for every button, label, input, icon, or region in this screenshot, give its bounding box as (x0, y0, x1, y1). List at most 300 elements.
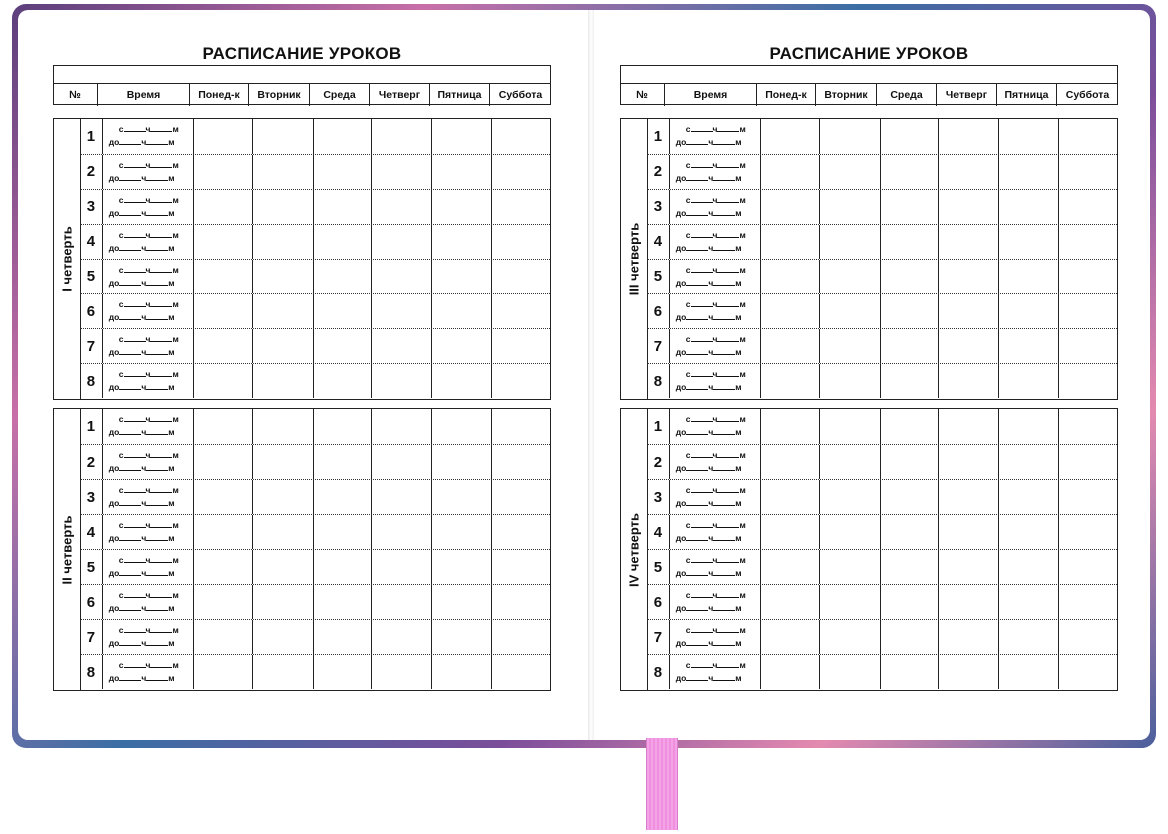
hours-blank[interactable] (119, 206, 141, 216)
hours-blank[interactable] (119, 531, 141, 541)
lesson-cell[interactable] (252, 225, 312, 259)
time-to[interactable] (676, 345, 756, 357)
minutes-blank[interactable] (146, 496, 168, 506)
lesson-cell[interactable] (313, 445, 371, 479)
minutes-blank[interactable] (146, 135, 168, 145)
time-to[interactable] (109, 380, 189, 392)
lesson-cell[interactable] (1058, 550, 1117, 584)
lesson-cell[interactable] (819, 260, 879, 294)
lesson-cell[interactable] (193, 364, 252, 398)
time-to[interactable] (676, 461, 756, 473)
lesson-cell[interactable] (998, 225, 1057, 259)
hours-blank[interactable] (119, 671, 141, 681)
minutes-blank[interactable] (717, 193, 739, 203)
lesson-cell[interactable] (193, 480, 252, 514)
time-from[interactable] (676, 658, 756, 670)
lesson-cell[interactable] (760, 260, 819, 294)
time-from[interactable] (109, 448, 189, 460)
time-from[interactable] (676, 193, 756, 205)
hours-blank[interactable] (686, 636, 708, 646)
hours-blank[interactable] (124, 263, 146, 273)
lesson-cell[interactable] (431, 225, 490, 259)
lesson-cell[interactable] (193, 585, 252, 619)
minutes-blank[interactable] (717, 658, 739, 668)
lesson-cell[interactable] (431, 585, 490, 619)
lesson-time[interactable] (669, 585, 760, 619)
time-from[interactable] (109, 623, 189, 635)
hours-blank[interactable] (686, 601, 708, 611)
time-from[interactable] (676, 553, 756, 565)
lesson-cell[interactable] (998, 294, 1057, 328)
lesson-cell[interactable] (193, 329, 252, 363)
time-to[interactable] (109, 135, 189, 147)
lesson-cell[interactable] (313, 409, 371, 444)
minutes-blank[interactable] (150, 483, 172, 493)
hours-blank[interactable] (119, 380, 141, 390)
minutes-blank[interactable] (146, 206, 168, 216)
lesson-cell[interactable] (371, 585, 431, 619)
lesson-cell[interactable] (938, 620, 998, 654)
lesson-cell[interactable] (880, 409, 938, 444)
lesson-cell[interactable] (819, 409, 879, 444)
time-to[interactable] (676, 636, 756, 648)
minutes-blank[interactable] (717, 483, 739, 493)
time-from[interactable] (109, 158, 189, 170)
time-from[interactable] (109, 297, 189, 309)
hours-blank[interactable] (124, 448, 146, 458)
lesson-time[interactable] (102, 260, 193, 294)
lesson-time[interactable] (669, 550, 760, 584)
hours-blank[interactable] (686, 171, 708, 181)
time-to[interactable] (109, 171, 189, 183)
lesson-cell[interactable] (1058, 515, 1117, 549)
lesson-cell[interactable] (252, 294, 312, 328)
lesson-cell[interactable] (431, 190, 490, 224)
minutes-blank[interactable] (713, 636, 735, 646)
minutes-blank[interactable] (146, 241, 168, 251)
lesson-cell[interactable] (760, 585, 819, 619)
hours-blank[interactable] (691, 483, 713, 493)
lesson-cell[interactable] (938, 409, 998, 444)
hours-blank[interactable] (691, 658, 713, 668)
minutes-blank[interactable] (713, 206, 735, 216)
minutes-blank[interactable] (146, 531, 168, 541)
lesson-time[interactable] (669, 409, 760, 444)
minutes-blank[interactable] (713, 601, 735, 611)
hours-blank[interactable] (691, 297, 713, 307)
time-from[interactable] (109, 228, 189, 240)
lesson-cell[interactable] (998, 655, 1057, 689)
lesson-cell[interactable] (819, 225, 879, 259)
hours-blank[interactable] (124, 297, 146, 307)
lesson-cell[interactable] (313, 294, 371, 328)
minutes-blank[interactable] (717, 518, 739, 528)
time-from[interactable] (676, 263, 756, 275)
time-from[interactable] (676, 623, 756, 635)
time-to[interactable] (676, 671, 756, 683)
lesson-cell[interactable] (938, 585, 998, 619)
lesson-time[interactable] (102, 364, 193, 398)
lesson-cell[interactable] (880, 119, 938, 154)
minutes-blank[interactable] (713, 171, 735, 181)
lesson-cell[interactable] (819, 445, 879, 479)
time-from[interactable] (676, 448, 756, 460)
minutes-blank[interactable] (150, 332, 172, 342)
lesson-cell[interactable] (252, 585, 312, 619)
lesson-cell[interactable] (880, 620, 938, 654)
minutes-blank[interactable] (146, 276, 168, 286)
minutes-blank[interactable] (717, 553, 739, 563)
lesson-time[interactable] (669, 620, 760, 654)
lesson-time[interactable] (102, 655, 193, 689)
lesson-cell[interactable] (491, 155, 550, 189)
hours-blank[interactable] (691, 518, 713, 528)
time-to[interactable] (676, 496, 756, 508)
time-from[interactable] (676, 228, 756, 240)
lesson-cell[interactable] (193, 655, 252, 689)
lesson-cell[interactable] (998, 515, 1057, 549)
lesson-cell[interactable] (252, 409, 312, 444)
lesson-cell[interactable] (880, 585, 938, 619)
time-from[interactable] (676, 367, 756, 379)
hours-blank[interactable] (691, 553, 713, 563)
lesson-cell[interactable] (760, 119, 819, 154)
hours-blank[interactable] (691, 412, 713, 422)
time-to[interactable] (676, 276, 756, 288)
lesson-cell[interactable] (1058, 225, 1117, 259)
lesson-cell[interactable] (193, 409, 252, 444)
lesson-cell[interactable] (252, 620, 312, 654)
lesson-cell[interactable] (938, 190, 998, 224)
minutes-blank[interactable] (713, 276, 735, 286)
lesson-cell[interactable] (938, 225, 998, 259)
minutes-blank[interactable] (713, 380, 735, 390)
lesson-cell[interactable] (819, 585, 879, 619)
minutes-blank[interactable] (150, 158, 172, 168)
time-from[interactable] (109, 412, 189, 424)
lesson-cell[interactable] (880, 550, 938, 584)
lesson-cell[interactable] (938, 294, 998, 328)
time-from[interactable] (109, 553, 189, 565)
minutes-blank[interactable] (717, 412, 739, 422)
time-to[interactable] (676, 601, 756, 613)
lesson-cell[interactable] (371, 119, 431, 154)
lesson-cell[interactable] (998, 480, 1057, 514)
time-from[interactable] (676, 332, 756, 344)
lesson-cell[interactable] (313, 515, 371, 549)
lesson-cell[interactable] (880, 260, 938, 294)
lesson-cell[interactable] (938, 364, 998, 398)
lesson-cell[interactable] (313, 620, 371, 654)
lesson-cell[interactable] (938, 480, 998, 514)
lesson-cell[interactable] (491, 550, 550, 584)
lesson-cell[interactable] (1058, 445, 1117, 479)
time-to[interactable] (676, 531, 756, 543)
hours-blank[interactable] (124, 658, 146, 668)
lesson-cell[interactable] (819, 329, 879, 363)
time-to[interactable] (676, 206, 756, 218)
lesson-cell[interactable] (491, 620, 550, 654)
minutes-blank[interactable] (717, 122, 739, 132)
lesson-cell[interactable] (371, 409, 431, 444)
lesson-cell[interactable] (313, 155, 371, 189)
lesson-cell[interactable] (371, 445, 431, 479)
time-from[interactable] (676, 297, 756, 309)
lesson-cell[interactable] (880, 445, 938, 479)
hours-blank[interactable] (686, 425, 708, 435)
hours-blank[interactable] (119, 241, 141, 251)
minutes-blank[interactable] (717, 263, 739, 273)
lesson-cell[interactable] (371, 294, 431, 328)
lesson-time[interactable] (102, 119, 193, 154)
time-from[interactable] (109, 658, 189, 670)
time-to[interactable] (109, 636, 189, 648)
time-to[interactable] (109, 345, 189, 357)
lesson-cell[interactable] (880, 190, 938, 224)
lesson-cell[interactable] (193, 550, 252, 584)
minutes-blank[interactable] (150, 263, 172, 273)
minutes-blank[interactable] (150, 448, 172, 458)
minutes-blank[interactable] (150, 658, 172, 668)
lesson-cell[interactable] (252, 190, 312, 224)
lesson-cell[interactable] (998, 585, 1057, 619)
minutes-blank[interactable] (717, 623, 739, 633)
lesson-time[interactable] (669, 329, 760, 363)
time-from[interactable] (676, 588, 756, 600)
lesson-cell[interactable] (760, 550, 819, 584)
lesson-cell[interactable] (760, 409, 819, 444)
lesson-time[interactable] (102, 190, 193, 224)
lesson-cell[interactable] (1058, 480, 1117, 514)
lesson-cell[interactable] (193, 620, 252, 654)
lesson-cell[interactable] (431, 550, 490, 584)
time-to[interactable] (109, 531, 189, 543)
hours-blank[interactable] (124, 228, 146, 238)
minutes-blank[interactable] (146, 636, 168, 646)
lesson-time[interactable] (669, 294, 760, 328)
lesson-cell[interactable] (193, 155, 252, 189)
lesson-cell[interactable] (819, 294, 879, 328)
lesson-cell[interactable] (491, 190, 550, 224)
lesson-time[interactable] (102, 515, 193, 549)
lesson-cell[interactable] (313, 364, 371, 398)
lesson-time[interactable] (669, 119, 760, 154)
lesson-cell[interactable] (760, 364, 819, 398)
lesson-cell[interactable] (252, 550, 312, 584)
lesson-cell[interactable] (431, 445, 490, 479)
hours-blank[interactable] (124, 588, 146, 598)
minutes-blank[interactable] (150, 122, 172, 132)
minutes-blank[interactable] (150, 412, 172, 422)
lesson-cell[interactable] (1058, 585, 1117, 619)
lesson-time[interactable] (669, 260, 760, 294)
lesson-time[interactable] (669, 190, 760, 224)
minutes-blank[interactable] (146, 345, 168, 355)
lesson-cell[interactable] (431, 119, 490, 154)
lesson-cell[interactable] (491, 445, 550, 479)
minutes-blank[interactable] (713, 425, 735, 435)
lesson-cell[interactable] (193, 190, 252, 224)
lesson-cell[interactable] (1058, 260, 1117, 294)
time-to[interactable] (109, 425, 189, 437)
lesson-cell[interactable] (938, 155, 998, 189)
minutes-blank[interactable] (713, 241, 735, 251)
lesson-time[interactable] (102, 480, 193, 514)
lesson-cell[interactable] (880, 364, 938, 398)
lesson-cell[interactable] (819, 655, 879, 689)
hours-blank[interactable] (691, 623, 713, 633)
lesson-cell[interactable] (252, 364, 312, 398)
hours-blank[interactable] (686, 206, 708, 216)
lesson-cell[interactable] (998, 260, 1057, 294)
hours-blank[interactable] (691, 158, 713, 168)
hours-blank[interactable] (119, 601, 141, 611)
minutes-blank[interactable] (717, 332, 739, 342)
time-to[interactable] (109, 206, 189, 218)
lesson-cell[interactable] (819, 119, 879, 154)
lesson-cell[interactable] (998, 155, 1057, 189)
lesson-cell[interactable] (252, 515, 312, 549)
lesson-cell[interactable] (760, 155, 819, 189)
minutes-blank[interactable] (146, 425, 168, 435)
minutes-blank[interactable] (150, 367, 172, 377)
hours-blank[interactable] (119, 276, 141, 286)
lesson-cell[interactable] (760, 655, 819, 689)
lesson-cell[interactable] (371, 480, 431, 514)
lesson-cell[interactable] (313, 550, 371, 584)
hours-blank[interactable] (686, 461, 708, 471)
time-to[interactable] (109, 461, 189, 473)
hours-blank[interactable] (124, 158, 146, 168)
lesson-cell[interactable] (491, 119, 550, 154)
time-from[interactable] (676, 158, 756, 170)
lesson-cell[interactable] (252, 155, 312, 189)
hours-blank[interactable] (124, 332, 146, 342)
minutes-blank[interactable] (713, 135, 735, 145)
lesson-cell[interactable] (193, 515, 252, 549)
lesson-cell[interactable] (819, 190, 879, 224)
lesson-cell[interactable] (491, 655, 550, 689)
lesson-cell[interactable] (193, 225, 252, 259)
lesson-cell[interactable] (880, 655, 938, 689)
lesson-time[interactable] (102, 225, 193, 259)
lesson-cell[interactable] (313, 329, 371, 363)
lesson-cell[interactable] (431, 655, 490, 689)
time-from[interactable] (109, 518, 189, 530)
time-to[interactable] (676, 566, 756, 578)
lesson-cell[interactable] (371, 655, 431, 689)
time-to[interactable] (109, 601, 189, 613)
lesson-cell[interactable] (431, 364, 490, 398)
hours-blank[interactable] (686, 496, 708, 506)
lesson-time[interactable] (102, 620, 193, 654)
time-from[interactable] (676, 412, 756, 424)
minutes-blank[interactable] (146, 461, 168, 471)
lesson-cell[interactable] (371, 225, 431, 259)
lesson-cell[interactable] (371, 329, 431, 363)
lesson-time[interactable] (102, 550, 193, 584)
hours-blank[interactable] (686, 241, 708, 251)
time-from[interactable] (676, 518, 756, 530)
time-to[interactable] (676, 425, 756, 437)
minutes-blank[interactable] (713, 531, 735, 541)
hours-blank[interactable] (686, 380, 708, 390)
time-to[interactable] (109, 276, 189, 288)
lesson-cell[interactable] (252, 119, 312, 154)
minutes-blank[interactable] (150, 193, 172, 203)
hours-blank[interactable] (124, 553, 146, 563)
lesson-cell[interactable] (819, 620, 879, 654)
hours-blank[interactable] (124, 193, 146, 203)
time-from[interactable] (109, 263, 189, 275)
lesson-cell[interactable] (491, 480, 550, 514)
hours-blank[interactable] (691, 367, 713, 377)
hours-blank[interactable] (119, 461, 141, 471)
lesson-cell[interactable] (193, 260, 252, 294)
lesson-cell[interactable] (371, 550, 431, 584)
minutes-blank[interactable] (150, 228, 172, 238)
hours-blank[interactable] (119, 496, 141, 506)
time-from[interactable] (676, 122, 756, 134)
time-to[interactable] (109, 496, 189, 508)
lesson-cell[interactable] (938, 550, 998, 584)
hours-blank[interactable] (124, 122, 146, 132)
lesson-cell[interactable] (938, 329, 998, 363)
minutes-blank[interactable] (146, 601, 168, 611)
minutes-blank[interactable] (150, 518, 172, 528)
lesson-cell[interactable] (431, 515, 490, 549)
minutes-blank[interactable] (150, 623, 172, 633)
lesson-cell[interactable] (313, 190, 371, 224)
lesson-cell[interactable] (431, 480, 490, 514)
lesson-cell[interactable] (1058, 294, 1117, 328)
lesson-cell[interactable] (760, 480, 819, 514)
lesson-cell[interactable] (880, 294, 938, 328)
lesson-cell[interactable] (998, 445, 1057, 479)
lesson-cell[interactable] (431, 329, 490, 363)
lesson-cell[interactable] (252, 260, 312, 294)
hours-blank[interactable] (691, 122, 713, 132)
lesson-cell[interactable] (938, 119, 998, 154)
minutes-blank[interactable] (713, 461, 735, 471)
minutes-blank[interactable] (150, 588, 172, 598)
minutes-blank[interactable] (146, 671, 168, 681)
minutes-blank[interactable] (146, 566, 168, 576)
hours-blank[interactable] (119, 345, 141, 355)
hours-blank[interactable] (119, 171, 141, 181)
lesson-time[interactable] (669, 445, 760, 479)
lesson-cell[interactable] (1058, 155, 1117, 189)
minutes-blank[interactable] (717, 158, 739, 168)
lesson-time[interactable] (102, 585, 193, 619)
minutes-blank[interactable] (150, 553, 172, 563)
minutes-blank[interactable] (146, 380, 168, 390)
time-to[interactable] (676, 135, 756, 147)
lesson-cell[interactable] (998, 364, 1057, 398)
time-from[interactable] (109, 483, 189, 495)
hours-blank[interactable] (119, 310, 141, 320)
lesson-cell[interactable] (491, 329, 550, 363)
lesson-cell[interactable] (880, 329, 938, 363)
lesson-cell[interactable] (252, 655, 312, 689)
minutes-blank[interactable] (717, 297, 739, 307)
hours-blank[interactable] (124, 483, 146, 493)
lesson-cell[interactable] (371, 190, 431, 224)
minutes-blank[interactable] (713, 566, 735, 576)
lesson-time[interactable] (669, 480, 760, 514)
hours-blank[interactable] (691, 263, 713, 273)
time-from[interactable] (676, 483, 756, 495)
